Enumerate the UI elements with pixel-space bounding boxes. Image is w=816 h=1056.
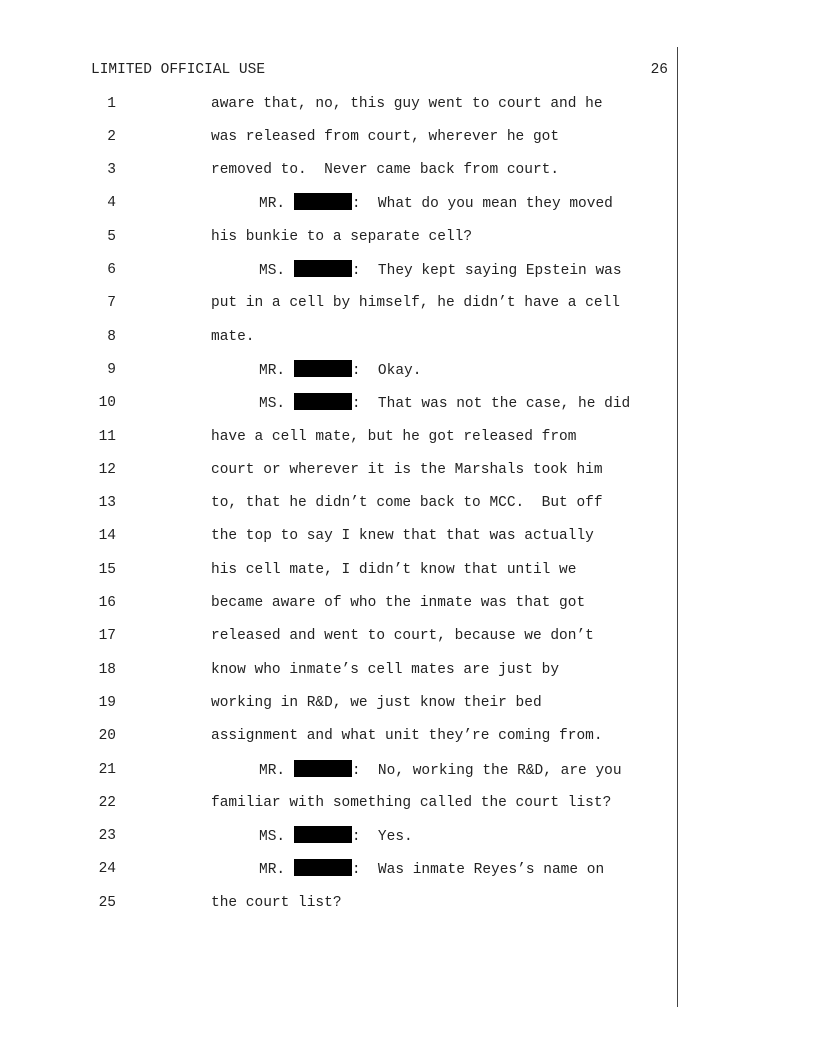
- speech-text: : That was not the case, he did: [351, 396, 631, 413]
- redaction-box: [294, 859, 352, 876]
- line-text: became aware of who the inmate was that got: [211, 595, 586, 611]
- line-number: 20: [98, 728, 116, 745]
- line-text: court or wherever it is the Marshals took him: [211, 461, 603, 478]
- transcript-line: [0, 526, 680, 546]
- redaction-box: [294, 260, 352, 277]
- transcript-line: [0, 360, 680, 380]
- redaction-box: [294, 360, 352, 377]
- transcript-line: [0, 94, 680, 114]
- line-text: released and went to court, because we don’t: [211, 628, 594, 645]
- line-text: know who inmate’s cell mates are just by: [211, 661, 560, 678]
- line-text: his bunkie to a separate cell?: [211, 228, 473, 245]
- transcript-line: [0, 826, 680, 846]
- transcript-line: [0, 693, 680, 713]
- transcript-line: [0, 626, 680, 646]
- redaction-box: [294, 826, 352, 843]
- line-number: 25: [98, 894, 116, 911]
- line-number: 2: [107, 128, 116, 145]
- speech-text: : Okay.: [351, 362, 422, 379]
- line-number: 11: [98, 428, 116, 445]
- speech-text: : Was inmate Reyes’s name on: [351, 862, 605, 879]
- transcript-line: [0, 293, 680, 313]
- speech-text: : What do you mean they moved: [351, 196, 613, 213]
- speaker-label: MR.: [259, 862, 286, 879]
- line-number: 17: [98, 628, 116, 645]
- transcript-line: [0, 859, 680, 879]
- speaker-line: [259, 760, 622, 781]
- speaker-label: MR.: [259, 762, 286, 779]
- speaker-line: [259, 859, 604, 880]
- line-number: 6: [107, 262, 116, 278]
- transcript-line: [0, 560, 680, 580]
- line-text: the top to say I knew that that was actually: [211, 528, 594, 545]
- transcript-line: [0, 460, 680, 480]
- speaker-label: MS.: [259, 396, 286, 413]
- line-text: the court list?: [211, 894, 342, 911]
- line-number: 24: [98, 861, 116, 878]
- redaction-box: [294, 760, 352, 777]
- transcript-line: [0, 726, 680, 746]
- line-text: was released from court, wherever he got: [211, 128, 560, 145]
- line-number: 7: [107, 295, 116, 312]
- line-text: assignment and what unit they’re coming from.: [211, 728, 603, 745]
- line-text: aware that, no, this guy went to court and he: [211, 95, 603, 112]
- speaker-label: MR.: [259, 362, 286, 379]
- line-text: put in a cell by himself, he didn’t have a cell: [211, 295, 620, 312]
- line-number: 21: [98, 761, 116, 778]
- line-number: 18: [98, 661, 116, 678]
- transcript-line: [0, 593, 680, 613]
- line-text: have a cell mate, but he got released from: [211, 428, 577, 445]
- speaker-label: MS.: [259, 829, 286, 846]
- line-number: 23: [98, 828, 116, 845]
- speaker-line: [259, 360, 421, 381]
- transcript-line: [0, 193, 680, 213]
- transcript-line: [0, 493, 680, 513]
- line-text: to, that he didn’t come back to MCC. But off: [211, 495, 603, 512]
- speaker-label: MS.: [259, 263, 286, 279]
- transcript-line: [0, 393, 680, 413]
- line-number: 15: [98, 561, 116, 578]
- transcript-line: [0, 660, 680, 680]
- line-number: 1: [107, 95, 116, 112]
- speaker-label: MR.: [259, 196, 286, 213]
- transcript-line: [0, 327, 680, 347]
- line-text: familiar with something called the court list?: [211, 794, 612, 811]
- transcript-line: [0, 260, 680, 280]
- page-number: 26: [650, 62, 668, 78]
- transcript-line: [0, 427, 680, 447]
- line-text: removed to. Never came back from court.: [211, 162, 560, 179]
- line-number: 3: [107, 162, 116, 179]
- line-number: 19: [98, 694, 116, 711]
- line-text: working in R&D, we just know their bed: [211, 694, 542, 711]
- transcript-line: [0, 160, 680, 180]
- speaker-line: [259, 260, 622, 281]
- line-number: 12: [98, 461, 116, 478]
- transcript-line: [0, 793, 680, 813]
- speech-text: : They kept saying Epstein was: [351, 263, 622, 279]
- redaction-box: [294, 193, 352, 210]
- line-number: 16: [98, 595, 116, 611]
- line-number: 14: [98, 528, 116, 545]
- line-text: his cell mate, I didn’t know that until we: [211, 561, 577, 578]
- page-header-classification: LIMITED OFFICIAL USE: [91, 62, 266, 78]
- line-number: 8: [107, 328, 116, 345]
- transcript-line: [0, 227, 680, 247]
- transcript-line: [0, 127, 680, 147]
- line-number: 4: [107, 195, 116, 212]
- line-text: mate.: [211, 328, 255, 345]
- redaction-box: [294, 393, 352, 410]
- speaker-line: [259, 393, 630, 414]
- transcript-line: [0, 893, 680, 913]
- line-number: 10: [98, 395, 116, 412]
- line-number: 9: [107, 361, 116, 378]
- speaker-line: [259, 826, 413, 847]
- line-number: 5: [107, 228, 116, 245]
- speech-text: : No, working the R&D, are you: [351, 762, 622, 779]
- speech-text: : Yes.: [351, 829, 413, 846]
- line-number: 13: [98, 495, 116, 512]
- speaker-line: [259, 193, 613, 214]
- transcript-line: [0, 760, 680, 780]
- line-number: 22: [98, 794, 116, 811]
